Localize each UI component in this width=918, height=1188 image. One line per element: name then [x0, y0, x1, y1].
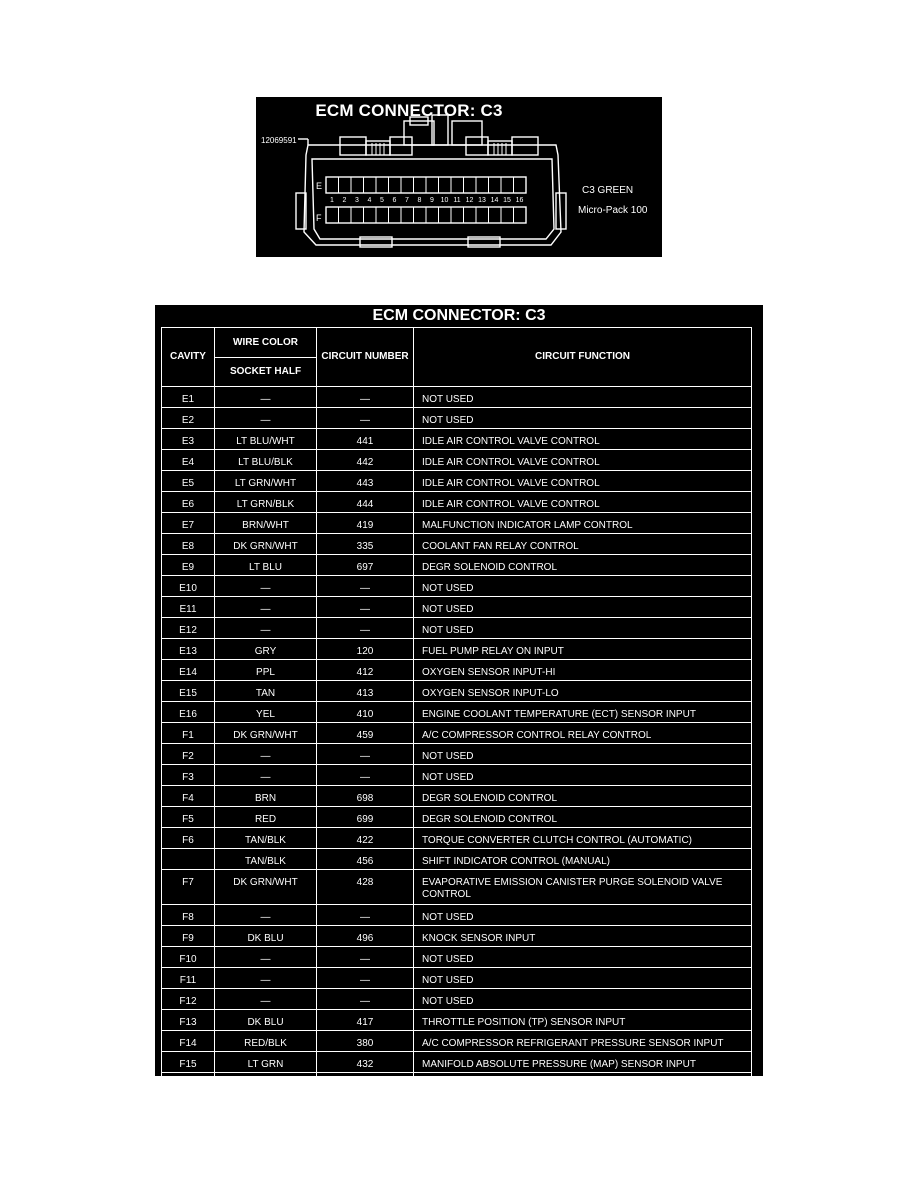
table-row — [162, 1031, 752, 1052]
pin-number: 7 — [405, 197, 409, 204]
cavity-cell: E1 — [162, 387, 215, 408]
connector-type-label: Micro-Pack 100 — [578, 205, 648, 216]
wire-color-cell: — — [215, 744, 317, 765]
circuit-number-cell: 456 — [317, 849, 414, 870]
wire-color-cell: LT BLU — [215, 555, 317, 576]
wire-color-cell: — — [215, 576, 317, 597]
circuit-number-cell: — — [317, 387, 414, 408]
header-socket-half: SOCKET HALF — [215, 358, 317, 387]
cavity-cell: E7 — [162, 513, 215, 534]
cavity-cell: E5 — [162, 471, 215, 492]
circuit-number-cell: 417 — [317, 1010, 414, 1031]
circuit-function-cell: NOT USED — [414, 576, 752, 597]
wire-color-cell: TAN — [215, 681, 317, 702]
circuit-function-cell: NOT USED — [414, 968, 752, 989]
wire-color-cell: — — [215, 408, 317, 429]
diagram-title: ECM CONNECTOR: C3 — [315, 101, 503, 120]
circuit-function-cell: COOLANT FAN RELAY CONTROL — [414, 534, 752, 555]
table-row — [162, 597, 752, 618]
cavity-cell: F16 — [162, 1073, 215, 1094]
pin-number: 3 — [355, 197, 359, 204]
table-row — [162, 947, 752, 968]
circuit-function-cell: NOT USED — [414, 765, 752, 786]
cavity-cell: E9 — [162, 555, 215, 576]
circuit-function-cell: MANIFOLD ABSOLUTE PRESSURE (MAP) SENSOR INPUT — [414, 1052, 752, 1073]
table-row — [162, 765, 752, 786]
circuit-number-cell: — — [317, 989, 414, 1010]
cavity-cell: E10 — [162, 576, 215, 597]
table-row — [162, 576, 752, 597]
table-row — [162, 870, 752, 905]
cavity-cell: F3 — [162, 765, 215, 786]
pin-number: 16 — [515, 197, 524, 204]
cavity-cell: E2 — [162, 408, 215, 429]
wire-color-cell: — — [215, 947, 317, 968]
circuit-function-cell: IDLE AIR CONTROL VALVE CONTROL — [414, 492, 752, 513]
table-row — [162, 681, 752, 702]
circuit-function-cell: IDLE AIR CONTROL VALVE CONTROL — [414, 450, 752, 471]
wire-color-cell: — — [215, 905, 317, 926]
pin-number: 15 — [503, 197, 511, 204]
circuit-function-cell: THROTTLE POSITION (TP) SENSOR INPUT — [414, 1010, 752, 1031]
cavity-cell: F4 — [162, 786, 215, 807]
table-row — [162, 1073, 752, 1094]
circuit-number-cell: — — [317, 947, 414, 968]
table-row — [162, 989, 752, 1010]
wire-color-cell: DK GRN/WHT — [215, 723, 317, 744]
circuit-function-cell: ENGINE COOLANT TEMPERATURE (ECT) SENSOR INPUT — [414, 702, 752, 723]
table-row — [162, 387, 752, 408]
pin-number: 11 — [453, 197, 461, 204]
cavity-cell: F14 — [162, 1031, 215, 1052]
row-e-label: E — [316, 181, 323, 191]
wire-color-cell: YEL — [215, 702, 317, 723]
pinout-table-body — [162, 387, 752, 1094]
pin-number: 9 — [430, 197, 434, 204]
table-row — [162, 618, 752, 639]
circuit-number-cell: 419 — [317, 513, 414, 534]
circuit-function-cell: NOT USED — [414, 744, 752, 765]
table-row — [162, 905, 752, 926]
circuit-function-cell: NOT USED — [414, 597, 752, 618]
pin-number: 10 — [440, 197, 449, 204]
cavity-cell: F13 — [162, 1010, 215, 1031]
cavity-cell: F9 — [162, 926, 215, 947]
circuit-function-cell: TORQUE CONVERTER CLUTCH CONTROL (AUTOMATIC) — [414, 828, 752, 849]
circuit-function-cell: DEGR SOLENOID CONTROL — [414, 555, 752, 576]
circuit-number-cell: — — [317, 408, 414, 429]
circuit-function-cell: MALFUNCTION INDICATOR LAMP CONTROL — [414, 513, 752, 534]
wire-color-cell: BRN — [215, 786, 317, 807]
wire-color-cell: — — [215, 765, 317, 786]
pin-number: 5 — [380, 197, 384, 204]
wire-color-cell: TAN/BLK — [215, 849, 317, 870]
table-row — [162, 786, 752, 807]
circuit-function-cell: OXYGEN SENSOR INPUT-LO — [414, 681, 752, 702]
pin-number: 8 — [417, 197, 422, 204]
circuit-number-cell: 697 — [317, 555, 414, 576]
wire-color-cell: BRN/WHT — [215, 513, 317, 534]
circuit-function-cell: EVAPORATIVE EMISSION CANISTER PURGE SOLENOID VALVE CONTROL — [414, 870, 752, 905]
cavity-cell: E3 — [162, 429, 215, 450]
pinout-table-panel — [155, 305, 763, 1091]
wire-color-cell: LT GRN — [215, 1052, 317, 1073]
table-row — [162, 660, 752, 681]
cavity-cell: E11 — [162, 597, 215, 618]
wire-color-cell: LT GRN/BLK — [215, 492, 317, 513]
wire-color-cell: — — [215, 989, 317, 1010]
pin-number: 13 — [478, 197, 486, 204]
pin-number: 4 — [367, 197, 372, 204]
row-f-label: F — [316, 213, 322, 223]
circuit-number-cell: 442 — [317, 450, 414, 471]
circuit-number-cell: — — [317, 597, 414, 618]
wire-color-cell: LT BLU/WHT — [215, 429, 317, 450]
table-row — [162, 450, 752, 471]
circuit-function-cell: NOT USED — [414, 905, 752, 926]
circuit-function-cell: IDLE AIR CONTROL VALVE CONTROL — [414, 429, 752, 450]
cavity-cell: E6 — [162, 492, 215, 513]
circuit-function-cell: A/C COMPRESSOR REFRIGERANT PRESSURE SENSOR INPUT — [414, 1031, 752, 1052]
table-row — [162, 513, 752, 534]
wire-color-cell: DK GRN/WHT — [215, 534, 317, 555]
circuit-number-cell: 699 — [317, 807, 414, 828]
circuit-number-cell: 459 — [317, 723, 414, 744]
cavity-cell: E8 — [162, 534, 215, 555]
wire-color-cell: — — [215, 618, 317, 639]
table-row — [162, 807, 752, 828]
table-row — [162, 639, 752, 660]
circuit-function-cell: KNOCK SENSOR INPUT — [414, 926, 752, 947]
wire-color-cell: TAN/BLK — [215, 828, 317, 849]
table-row — [162, 429, 752, 450]
wire-color-cell: DK GRN/WHT — [215, 870, 317, 905]
cavity-cell: F1 — [162, 723, 215, 744]
table-row — [162, 744, 752, 765]
table-row — [162, 408, 752, 429]
circuit-number-cell: 443 — [317, 471, 414, 492]
wire-color-cell: GRY — [215, 639, 317, 660]
circuit-function-cell: FUEL PUMP RELAY ON INPUT — [414, 639, 752, 660]
circuit-function-cell: A/C COMPRESSOR CONTROL RELAY CONTROL — [414, 723, 752, 744]
circuit-function-cell: NOT USED — [414, 408, 752, 429]
pin-number: 14 — [490, 197, 499, 204]
circuit-number-cell: 444 — [317, 492, 414, 513]
table-row — [162, 555, 752, 576]
circuit-function-cell: OXYGEN SENSOR INPUT-HI — [414, 660, 752, 681]
table-row — [162, 702, 752, 723]
table-row — [162, 926, 752, 947]
circuit-function-cell: NOT USED — [414, 989, 752, 1010]
circuit-function-cell: SHIFT INDICATOR CONTROL (MANUAL) — [414, 849, 752, 870]
circuit-number-cell: — — [317, 905, 414, 926]
circuit-number-cell: 428 — [317, 870, 414, 905]
connector-drawing — [256, 97, 662, 257]
cavity-cell: E4 — [162, 450, 215, 471]
wire-color-cell: PPL — [215, 660, 317, 681]
table-row — [162, 471, 752, 492]
wire-color-cell: TAN — [215, 1073, 317, 1094]
wire-color-cell: — — [215, 387, 317, 408]
cavity-cell: E16 — [162, 702, 215, 723]
circuit-function-cell: DEGR SOLENOID CONTROL — [414, 786, 752, 807]
cavity-cell: F5 — [162, 807, 215, 828]
table-row — [162, 723, 752, 744]
cavity-cell: F2 — [162, 744, 215, 765]
wire-color-cell: DK BLU — [215, 926, 317, 947]
table-row — [162, 849, 752, 870]
cavity-cell: E12 — [162, 618, 215, 639]
circuit-number-cell: — — [317, 618, 414, 639]
circuit-number-cell: 422 — [317, 828, 414, 849]
circuit-function-cell: IDLE AIR CONTROL VALVE CONTROL — [414, 471, 752, 492]
cavity-cell: F7 — [162, 870, 215, 905]
circuit-number-cell: 472 — [317, 1073, 414, 1094]
table-row — [162, 968, 752, 989]
header-circuit-function: CIRCUIT FUNCTION — [414, 328, 752, 387]
wire-color-cell: RED — [215, 807, 317, 828]
connector-color-label: C3 GREEN — [582, 185, 634, 196]
cavity-cell: F11 — [162, 968, 215, 989]
circuit-number-cell: 412 — [317, 660, 414, 681]
cavity-cell: F10 — [162, 947, 215, 968]
cavity-cell — [162, 849, 215, 870]
table-row — [162, 492, 752, 513]
header-cavity: CAVITY — [162, 328, 215, 387]
circuit-function-cell: NOT USED — [414, 618, 752, 639]
circuit-number-cell: 380 — [317, 1031, 414, 1052]
cavity-cell: E13 — [162, 639, 215, 660]
circuit-number-cell: — — [317, 765, 414, 786]
header-wire-color: WIRE COLOR — [215, 328, 317, 358]
circuit-function-cell: NOT USED — [414, 947, 752, 968]
circuit-number-cell: 410 — [317, 702, 414, 723]
cavity-cell: E14 — [162, 660, 215, 681]
wire-color-cell: LT BLU/BLK — [215, 450, 317, 471]
circuit-number-cell: — — [317, 744, 414, 765]
circuit-number-cell: 335 — [317, 534, 414, 555]
pinout-table — [161, 327, 752, 1094]
circuit-number-cell: 120 — [317, 639, 414, 660]
cavity-cell: F6 — [162, 828, 215, 849]
circuit-function-cell: INTAKE AIR TEMPERATURE (IAT) SENSOR INPUT — [414, 1073, 752, 1094]
pin-number: 1 — [330, 197, 334, 204]
cavity-cell: E15 — [162, 681, 215, 702]
table-row — [162, 1052, 752, 1073]
wire-color-cell: RED/BLK — [215, 1031, 317, 1052]
connector-diagram — [256, 97, 662, 257]
circuit-number-cell: — — [317, 576, 414, 597]
circuit-number-cell: 432 — [317, 1052, 414, 1073]
circuit-number-cell: 413 — [317, 681, 414, 702]
circuit-number-cell: 698 — [317, 786, 414, 807]
table-title: ECM CONNECTOR: C3 — [372, 307, 546, 324]
pin-number: 12 — [465, 197, 474, 204]
wire-color-cell: — — [215, 597, 317, 618]
pin-number: 2 — [342, 197, 347, 204]
circuit-function-cell: DEGR SOLENOID CONTROL — [414, 807, 752, 828]
circuit-number-cell: 496 — [317, 926, 414, 947]
table-row — [162, 534, 752, 555]
cavity-cell: F15 — [162, 1052, 215, 1073]
circuit-function-cell: NOT USED — [414, 387, 752, 408]
wire-color-cell: DK BLU — [215, 1010, 317, 1031]
table-row — [162, 828, 752, 849]
wire-color-cell: LT GRN/WHT — [215, 471, 317, 492]
circuit-number-cell: — — [317, 968, 414, 989]
cavity-cell: F12 — [162, 989, 215, 1010]
wire-color-cell: — — [215, 968, 317, 989]
cavity-cell: F8 — [162, 905, 215, 926]
header-circuit-number: CIRCUIT NUMBER — [317, 328, 414, 387]
circuit-number-cell: 441 — [317, 429, 414, 450]
table-row — [162, 1010, 752, 1031]
part-number: 12069591 — [261, 136, 297, 145]
pin-number: 6 — [392, 197, 397, 204]
